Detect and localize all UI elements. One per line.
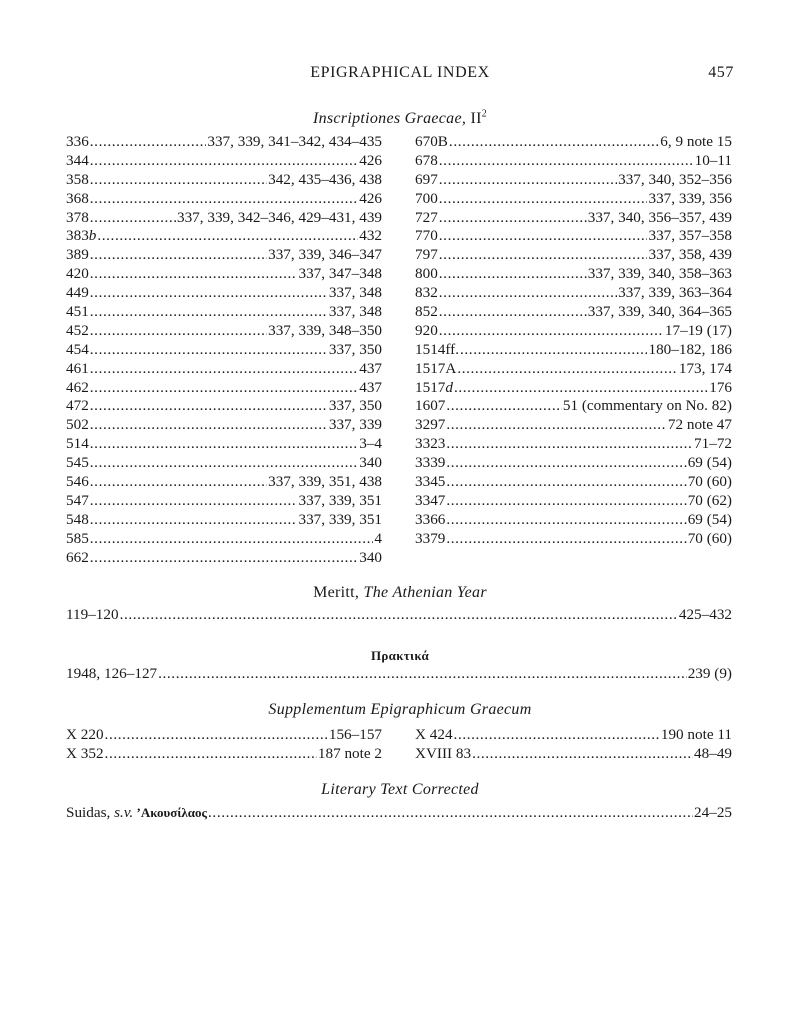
entry-key: 3347: [415, 491, 446, 509]
entry-pages: 337, 358, 439: [648, 246, 732, 264]
entry-pages: 187 note 2: [317, 744, 382, 762]
dot-leader: [439, 284, 617, 303]
entry-pages: 337, 339, 342–346, 429–431, 439: [176, 208, 382, 226]
index-entry: [66, 397, 382, 416]
entry-pages: 70 (60): [687, 529, 732, 547]
entry-key: 461: [66, 359, 89, 377]
entry-key: 545: [66, 454, 89, 472]
seg-right-column: [415, 726, 732, 764]
entry-key: 3323: [415, 435, 446, 453]
entry-key: 3379: [415, 529, 446, 547]
dot-leader: [90, 416, 328, 435]
index-entry: [66, 549, 382, 568]
index-entry: [66, 152, 382, 171]
ig-heading-italic: Inscriptiones Graecae,: [312, 110, 467, 127]
dot-leader: [90, 492, 298, 511]
entry-key: 1607: [415, 397, 446, 415]
index-entry: [415, 322, 732, 341]
entry-key: 546: [66, 473, 89, 491]
ig-right-column: [415, 133, 732, 549]
entry-pages: 173, 174: [678, 359, 732, 377]
meritt-heading-italic: The Athenian Year: [363, 584, 487, 601]
entry-pages: 337, 340, 356–357, 439: [587, 208, 732, 226]
dot-leader: [90, 171, 267, 190]
index-entry: [415, 209, 732, 228]
index-entry: [415, 171, 732, 190]
entry-key: 514: [66, 435, 89, 453]
entry-pages: 337, 339, 356: [648, 189, 732, 207]
index-entry: [66, 360, 382, 379]
dot-leader: [90, 303, 328, 322]
dot-leader: [446, 492, 686, 511]
literary-list: [66, 804, 732, 823]
entry-pages: 337, 339, 363–364: [618, 284, 732, 302]
entry-pages: 337, 339, 341–342, 434–435: [207, 133, 382, 150]
entry-key: 920: [415, 321, 438, 339]
entry-pages: 337, 339, 340, 364–365: [587, 303, 732, 321]
index-entry: [415, 246, 732, 265]
entry-pages: 6, 9 note 15: [660, 133, 732, 150]
dot-leader: [90, 209, 176, 228]
dot-leader: [439, 190, 648, 209]
entry-pages: 337, 339, 346–347: [268, 246, 382, 264]
entry-key: 662: [66, 548, 89, 566]
entry-key: 3339: [415, 454, 446, 472]
dot-leader: [158, 665, 687, 684]
index-entry: [66, 209, 382, 228]
dot-leader: [90, 530, 374, 549]
ig-left-column: [66, 133, 382, 567]
index-entry: [66, 133, 382, 152]
entry-pages: 337, 339: [328, 416, 382, 434]
index-entry: [66, 606, 732, 625]
entry-pages: 190 note 11: [660, 726, 732, 743]
entry-pages: 337, 357–358: [648, 227, 732, 245]
dot-leader: [439, 322, 664, 341]
dot-leader: [208, 804, 693, 823]
dot-leader: [105, 726, 328, 745]
dot-leader: [90, 341, 328, 360]
index-entry: [66, 665, 732, 684]
dot-leader: [439, 171, 617, 190]
entry-pages: 24–25: [694, 804, 732, 821]
index-entry: [415, 511, 732, 530]
entry-key: 449: [66, 284, 89, 302]
section-heading-praktika: [66, 648, 734, 664]
entry-key: 420: [66, 265, 89, 283]
running-head: [66, 64, 734, 88]
index-entry: [66, 804, 732, 823]
index-entry: [415, 397, 732, 416]
index-entry: [415, 190, 732, 209]
index-entry: [415, 473, 732, 492]
index-entry: [66, 435, 382, 454]
entry-pages: 71–72: [694, 435, 732, 453]
index-entry: [415, 133, 732, 152]
entry-key: 727: [415, 208, 438, 226]
section-heading-ig: [66, 110, 734, 128]
dot-leader: [446, 473, 686, 492]
index-entry: [66, 171, 382, 190]
dot-leader: [446, 416, 667, 435]
entry-pages: 337, 339, 351: [298, 491, 382, 509]
entry-key: 800: [415, 265, 438, 283]
index-entry: [66, 511, 382, 530]
dot-leader: [449, 133, 659, 152]
dot-leader: [439, 246, 648, 265]
entry-pages: 70 (62): [687, 491, 732, 509]
index-entry: [415, 227, 732, 246]
entry-pages: 337, 339, 340, 358–363: [587, 265, 732, 283]
entry-pages: 340: [359, 548, 382, 566]
section-heading-literary: [66, 781, 734, 799]
entry-pages: 437: [359, 378, 382, 396]
index-entry: [415, 435, 732, 454]
index-entry: [66, 726, 382, 745]
entry-pages: 337, 350: [328, 340, 382, 358]
dot-leader: [439, 152, 694, 171]
entry-pages: 3–4: [359, 435, 382, 453]
entry-pages: 69 (54): [687, 454, 732, 472]
index-entry: [415, 152, 732, 171]
entry-pages: 4: [374, 529, 382, 547]
entry-key: 770: [415, 227, 438, 245]
entry-key: 336: [66, 133, 89, 150]
index-entry: [415, 379, 732, 398]
entry-key: 547: [66, 491, 89, 509]
index-entry: [66, 473, 382, 492]
dot-leader: [90, 454, 358, 473]
entry-key: 389: [66, 246, 89, 264]
entry-pages: 51 (commentary on No. 82): [562, 397, 732, 415]
dot-leader: [90, 511, 298, 530]
entry-key: 3297: [415, 416, 446, 434]
entry-pages: 425–432: [678, 606, 732, 623]
dot-leader: [446, 397, 561, 416]
entry-key: 452: [66, 321, 89, 339]
ig-heading-roman: II: [466, 110, 482, 127]
entry-key: 678: [415, 151, 438, 169]
entry-key: XVIII 83: [415, 744, 472, 762]
dot-leader: [90, 322, 267, 341]
entry-key: 670B: [415, 133, 448, 150]
entry-pages: 17–19 (17): [664, 321, 732, 339]
seg-heading: Supplementum Epigraphicum Graecum: [268, 701, 532, 718]
entry-key: X 220: [66, 726, 104, 743]
entry-pages: 337, 339, 351, 438: [268, 473, 382, 491]
entry-pages: 337, 339, 351: [298, 510, 382, 528]
entry-key: 832: [415, 284, 438, 302]
entry-key: 1514ff.: [415, 340, 460, 358]
entry-pages: 70 (60): [687, 473, 732, 491]
entry-pages: 342, 435–436, 438: [268, 170, 382, 188]
index-entry: [66, 190, 382, 209]
index-entry: [415, 284, 732, 303]
entry-pages: 72 note 47: [667, 416, 732, 434]
dot-leader: [90, 133, 207, 152]
literary-heading: Literary Text Corrected: [321, 781, 479, 798]
index-entry: [66, 265, 382, 284]
dot-leader: [439, 209, 587, 228]
entry-key: 119–120: [66, 606, 119, 623]
dot-leader: [97, 227, 358, 246]
entry-key: 1948, 126–127: [66, 665, 158, 682]
index-entry: [66, 492, 382, 511]
entry-key: 697: [415, 170, 438, 188]
index-entry: [415, 416, 732, 435]
entry-pages: 337, 348: [328, 284, 382, 302]
ig-heading-sup: 2: [481, 108, 488, 120]
section-heading-seg: [66, 701, 734, 719]
dot-leader: [439, 227, 648, 246]
entry-pages: 156–157: [328, 726, 382, 743]
index-entry: [66, 341, 382, 360]
dot-leader: [120, 606, 678, 625]
dot-leader: [90, 379, 358, 398]
entry-key: 548: [66, 510, 89, 528]
entry-key: 344: [66, 151, 89, 169]
entry-pages: 340: [359, 454, 382, 472]
index-entry: [415, 265, 732, 284]
section-heading-meritt: [66, 584, 734, 602]
dot-leader: [454, 379, 708, 398]
entry-pages: 239 (9): [687, 665, 732, 682]
entry-key: 378: [66, 208, 89, 226]
index-entry: [415, 530, 732, 549]
entry-key: 700: [415, 189, 438, 207]
entry-key: 472: [66, 397, 89, 415]
index-entry: [415, 726, 732, 745]
index-entry: [66, 246, 382, 265]
dot-leader: [90, 397, 328, 416]
entry-key: 358: [66, 170, 89, 188]
index-entry: [66, 322, 382, 341]
entry-pages: 69 (54): [687, 510, 732, 528]
index-entry: [415, 303, 732, 322]
dot-leader: [446, 435, 693, 454]
dot-leader: [90, 152, 358, 171]
index-entry: [66, 303, 382, 322]
entry-pages: 337, 348: [328, 303, 382, 321]
entry-key: 383b: [66, 227, 97, 245]
dot-leader: [90, 265, 298, 284]
entry-key: 368: [66, 189, 89, 207]
dot-leader: [90, 549, 358, 568]
entry-key: 3366: [415, 510, 446, 528]
index-entry: [415, 360, 732, 379]
dot-leader: [454, 726, 660, 745]
dot-leader: [90, 246, 267, 265]
index-entry: [66, 745, 382, 764]
index-entry: [66, 379, 382, 398]
index-entry: [415, 454, 732, 473]
meritt-list: [66, 606, 732, 625]
index-entry: [66, 530, 382, 549]
entry-pages: 437: [359, 359, 382, 377]
entry-pages: 176: [709, 378, 732, 396]
index-entry: [415, 341, 732, 360]
index-entry: [66, 416, 382, 435]
dot-leader: [90, 360, 358, 379]
entry-key: 502: [66, 416, 89, 434]
entry-key: 454: [66, 340, 89, 358]
entry-pages: 337, 350: [328, 397, 382, 415]
entry-key: 585: [66, 529, 89, 547]
dot-leader: [446, 454, 686, 473]
index-entry: [66, 284, 382, 303]
entry-pages: 48–49: [694, 744, 732, 762]
index-entry: [66, 227, 382, 246]
entry-key: 3345: [415, 473, 446, 491]
dot-leader: [105, 745, 317, 764]
entry-pages: 10–11: [694, 151, 732, 169]
dot-leader: [90, 435, 358, 454]
page-number: 457: [708, 64, 734, 81]
entry-pages: 337, 347–348: [298, 265, 382, 283]
entry-key: 797: [415, 246, 438, 264]
dot-leader: [90, 284, 328, 303]
dot-leader: [472, 745, 693, 764]
entry-key: X 424: [415, 726, 453, 743]
entry-key: 451: [66, 303, 89, 321]
dot-leader: [90, 190, 358, 209]
meritt-heading-roman: Meritt,: [313, 584, 364, 601]
entry-pages: 337, 339, 348–350: [268, 321, 382, 339]
dot-leader: [439, 265, 587, 284]
dot-leader: [460, 341, 647, 360]
dot-leader: [90, 473, 267, 492]
praktika-list: [66, 665, 732, 684]
dot-leader: [439, 303, 587, 322]
dot-leader: [446, 511, 686, 530]
page-title: EPIGRAPHICAL INDEX: [310, 64, 490, 81]
index-entry: [415, 745, 732, 764]
entry-key: 1517d: [415, 378, 453, 396]
praktika-heading: Πρακτικά: [370, 648, 430, 663]
entry-pages: 426: [359, 189, 382, 207]
index-entry: [415, 492, 732, 511]
entry-key: Suidas, s.v. ’Ακουσίλαος: [66, 804, 208, 821]
entry-key: 852: [415, 303, 438, 321]
entry-pages: 426: [359, 151, 382, 169]
entry-pages: 432: [359, 227, 382, 245]
entry-key: 462: [66, 378, 89, 396]
entry-key: 1517A: [415, 359, 457, 377]
entry-pages: 180–182, 186: [648, 340, 732, 358]
entry-key: X 352: [66, 744, 104, 762]
index-entry: [66, 454, 382, 473]
seg-left-column: [66, 726, 382, 764]
entry-pages: 337, 340, 352–356: [618, 170, 732, 188]
dot-leader: [446, 530, 686, 549]
dot-leader: [457, 360, 678, 379]
